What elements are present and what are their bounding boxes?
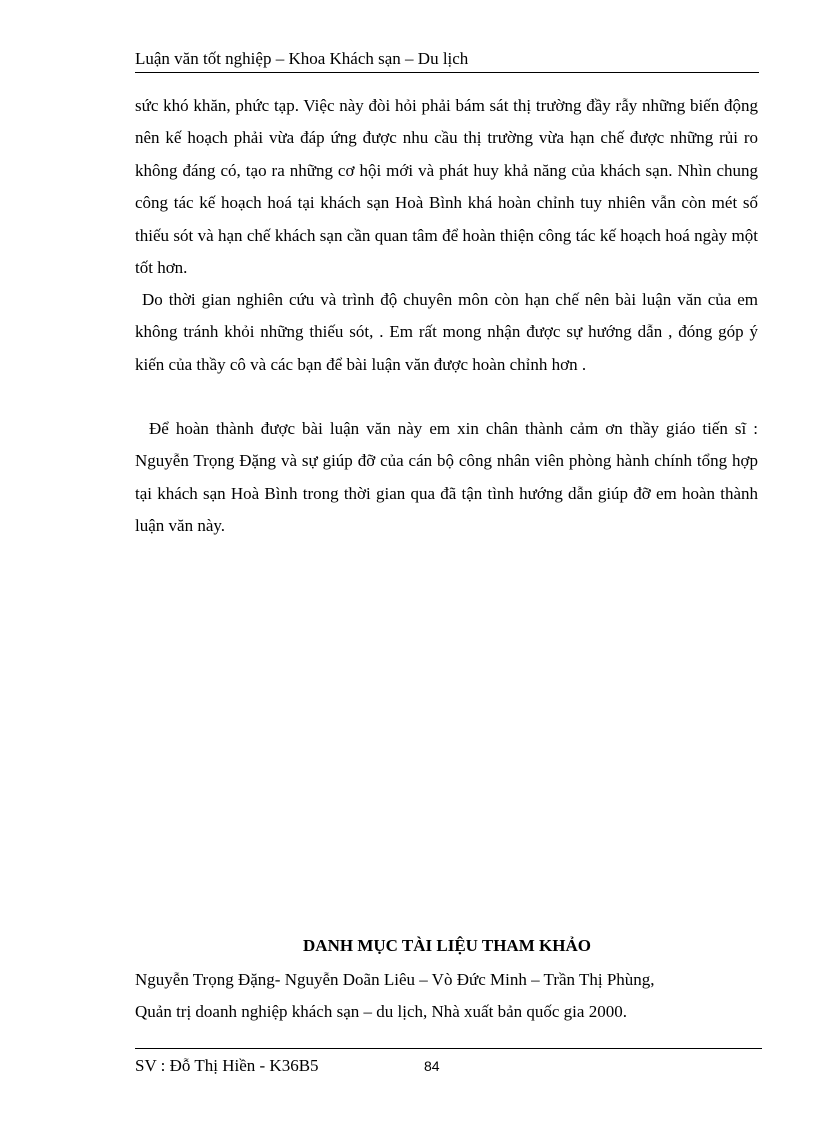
page-number: 84 — [424, 1058, 440, 1074]
footer-divider — [135, 1048, 762, 1049]
reference-line-2: Quản trị doanh nghiệp khách sạn – du lịch, Nhà xuất bản quốc gia 2000. — [135, 1002, 627, 1021]
body-paragraph-3: Để hoàn thành được bài luận văn này em xin chân thành cảm ơn thầy giáo tiến sĩ : Nguyễn Trọng Đặng và sự giúp đỡ của cán bộ công nhân viên phòng hành chính tổng hợp tại khách sạn Hoà Bình trong thời gian qua đã tận tình hướng dẫn giúp đỡ em hoàn thành luận văn này. — [135, 419, 758, 536]
running-header: Luận văn tốt nghiệp – Khoa Khách sạn – Du lịch — [135, 49, 469, 68]
references-title: DANH MỤC TÀI LIỆU THAM KHẢO — [303, 936, 591, 955]
body-paragraph-2: Do thời gian nghiên cứu và trình độ chuyên môn còn hạn chế nên bài luận văn của em không tránh khỏi những thiếu sót, . Em rất mong nhận được sự hướng dẫn , đóng góp ý kiến của thầy cô và các bạn để bài luận văn được hoàn chỉnh hơn . — [135, 290, 758, 374]
header-divider — [135, 72, 759, 73]
reference-line-1: Nguyễn Trọng Đặng- Nguyễn Doãn Liêu – Vò Đức Minh – Trần Thị Phùng, — [135, 970, 655, 989]
footer-student-info: SV : Đỗ Thị Hiền - K36B5 — [135, 1056, 319, 1075]
body-paragraph-1: sức khó khăn, phức tạp. Việc này đòi hỏi phải bám sát thị trường đầy rẫy những biến động nên kế hoạch phải vừa đáp ứng được nhu cầu thị trường vừa hạn chế được những rủi ro không đáng có, tạo ra những cơ hội mới và phát huy khả năng của khách sạn. Nhìn chung công tác kế hoạch hoá tại khách sạn Hoà Bình khá hoàn chỉnh tuy nhiên vẫn còn mét số thiếu sót và hạn chế khách sạn cần quan tâm để hoàn thiện công tác kế hoạch hoá ngày một tốt hơn. — [135, 96, 758, 278]
